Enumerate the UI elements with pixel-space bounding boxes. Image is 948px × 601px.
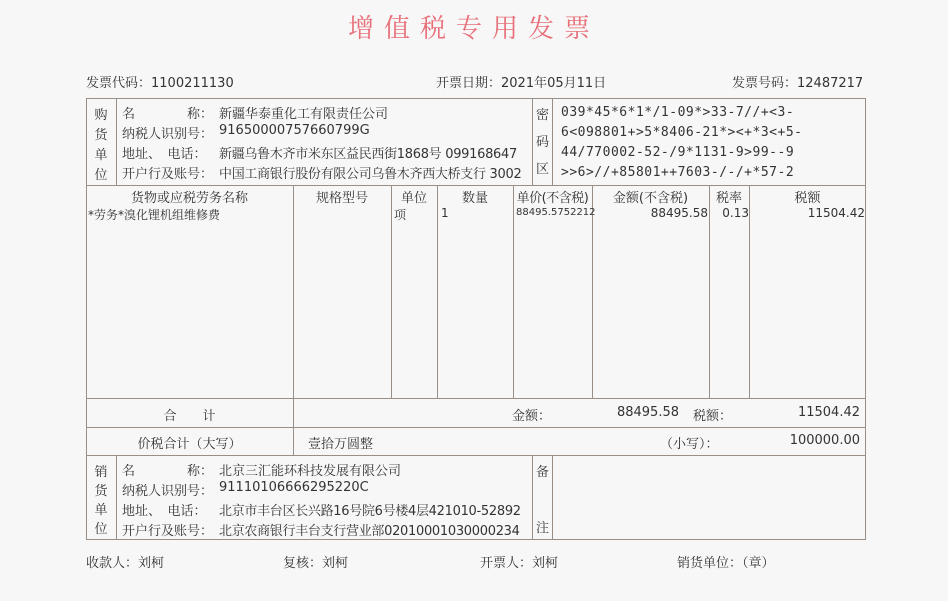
issuer-value: 刘柯 (532, 556, 559, 571)
item-amount: 88495.58 (650, 206, 708, 220)
invoice-date (436, 72, 606, 91)
divider (552, 98, 553, 186)
cipher-block (561, 103, 802, 183)
invoice-date-value: 2021年05月11日 (501, 76, 607, 91)
seller-address: 北京市丰台区长兴路16号院6号楼4层421010-52892 (219, 504, 521, 519)
cipher-side-label (533, 104, 552, 185)
side-char: 码 (535, 135, 549, 150)
header-qty: 数量 (461, 191, 488, 206)
payee-value: 刘柯 (138, 556, 165, 571)
seller-address-label: 地址、 电话： (122, 504, 207, 519)
side-char: 单 (94, 503, 108, 518)
header-price: 单价(不含税) (516, 191, 589, 206)
grand-total-words: 壹拾万圆整 (308, 437, 374, 452)
payee-label: 收款人： (86, 556, 139, 571)
side-char: 货 (94, 128, 108, 143)
side-char: 备 (535, 465, 549, 480)
item-qty: 1 (441, 206, 449, 220)
footer-reviewer (283, 552, 348, 571)
divider (552, 455, 553, 540)
cipher-line: 6<098801+>5*8406-21*><+*3<+5- (561, 125, 803, 140)
item-tax: 11504.42 (807, 206, 865, 220)
seller-bank: 北京农商银行丰台支行营业部02010001030000234 (219, 524, 520, 539)
seller-side-label (87, 461, 115, 537)
totals-tax: 11504.42 (797, 405, 860, 420)
totals-label: 合 计 (163, 409, 216, 424)
buyer-bank-label: 开户行及账号： (122, 167, 214, 182)
seller-bank-label: 开户行及账号： (122, 524, 214, 539)
invoice-code-label: 发票代码： (86, 76, 152, 91)
invoice-code-value: 1100211130 (151, 76, 234, 91)
divider (116, 455, 117, 540)
grand-total-label: 价税合计（大写） (137, 437, 242, 452)
cipher-line: 039*45*6*1*/1-09*>33-7//+<3- (561, 105, 795, 120)
grand-total-small-label: （小写）： (660, 437, 719, 452)
invoice-number-value: 12487217 (797, 76, 864, 91)
header-name: 货物或应税劳务名称 (130, 191, 248, 206)
divider (391, 185, 392, 398)
buyer-name: 新疆华泰重化工有限责任公司 (219, 107, 389, 122)
buyer-tax-id: 91650000757660799G (219, 123, 370, 138)
totals-tax-label: 税额： (693, 409, 733, 424)
footer-issuer (480, 552, 558, 571)
buyer-address-label: 地址、 电话： (122, 147, 207, 162)
footer-payee (86, 552, 164, 571)
side-char: 区 (535, 162, 549, 177)
buyer-side-label (87, 104, 115, 184)
invoice-title: 增值税专用发票 (347, 14, 600, 44)
divider (86, 427, 866, 428)
reviewer-value: 刘柯 (322, 556, 349, 571)
item-price: 88495.5752212 (516, 207, 596, 218)
divider (293, 398, 294, 455)
footer-seller-stamp: 销货单位：（章） (677, 556, 775, 571)
cipher-line: >>6>//+85801++7603-/-/+*57-2 (561, 165, 795, 180)
header-unit: 单位 (400, 191, 427, 206)
buyer-tax-id-label: 纳税人识别号： (122, 127, 214, 142)
invoice-number-label: 发票号码： (732, 76, 798, 91)
grand-total-small: 100000.00 (789, 433, 860, 448)
remark-side-label (533, 461, 552, 537)
seller-name-label: 名 称： (122, 464, 214, 479)
side-char: 购 (94, 108, 108, 123)
side-char: 位 (94, 168, 108, 183)
side-char: 密 (535, 108, 549, 123)
totals-amount: 88495.58 (616, 405, 679, 420)
divider (116, 98, 117, 186)
header-amount: 金额(不含税) (612, 191, 689, 206)
side-char: 位 (94, 522, 108, 537)
item-rate: 0.13 (722, 206, 749, 220)
side-char: 单 (94, 148, 108, 163)
divider (86, 455, 866, 456)
side-char: 注 (535, 521, 549, 536)
cipher-line: 44/770002-52-/9*1131-9>99--9 (561, 145, 795, 160)
buyer-name-label: 名 称： (122, 107, 214, 122)
item-unit: 项 (394, 208, 407, 222)
invoice-date-label: 开票日期： (436, 76, 502, 91)
buyer-address: 新疆乌鲁木齐市米东区益民西街1868号 099168647 (219, 147, 517, 162)
invoice-code (86, 72, 234, 91)
divider (86, 398, 866, 399)
item-name: *劳务*溴化锂机组维修费 (88, 208, 221, 222)
header-rate: 税率 (715, 191, 742, 206)
issuer-label: 开票人： (480, 556, 533, 571)
divider (437, 185, 438, 398)
seller-name: 北京三汇能环科技发展有限公司 (219, 464, 402, 479)
side-char: 销 (94, 465, 108, 480)
header-spec: 规格型号 (315, 191, 368, 206)
side-char: 货 (94, 484, 108, 499)
totals-amount-label: 金额： (512, 409, 552, 424)
invoice-number (732, 72, 863, 91)
seller-tax-id-label: 纳税人识别号： (122, 484, 214, 499)
divider (293, 185, 294, 398)
seller-tax-id: 91110106666295220C (219, 480, 369, 495)
header-tax: 税额 (794, 191, 821, 206)
buyer-bank: 中国工商银行股份有限公司乌鲁木齐西大桥支行 3002 (219, 167, 522, 182)
reviewer-label: 复核： (283, 556, 323, 571)
divider (513, 185, 514, 398)
